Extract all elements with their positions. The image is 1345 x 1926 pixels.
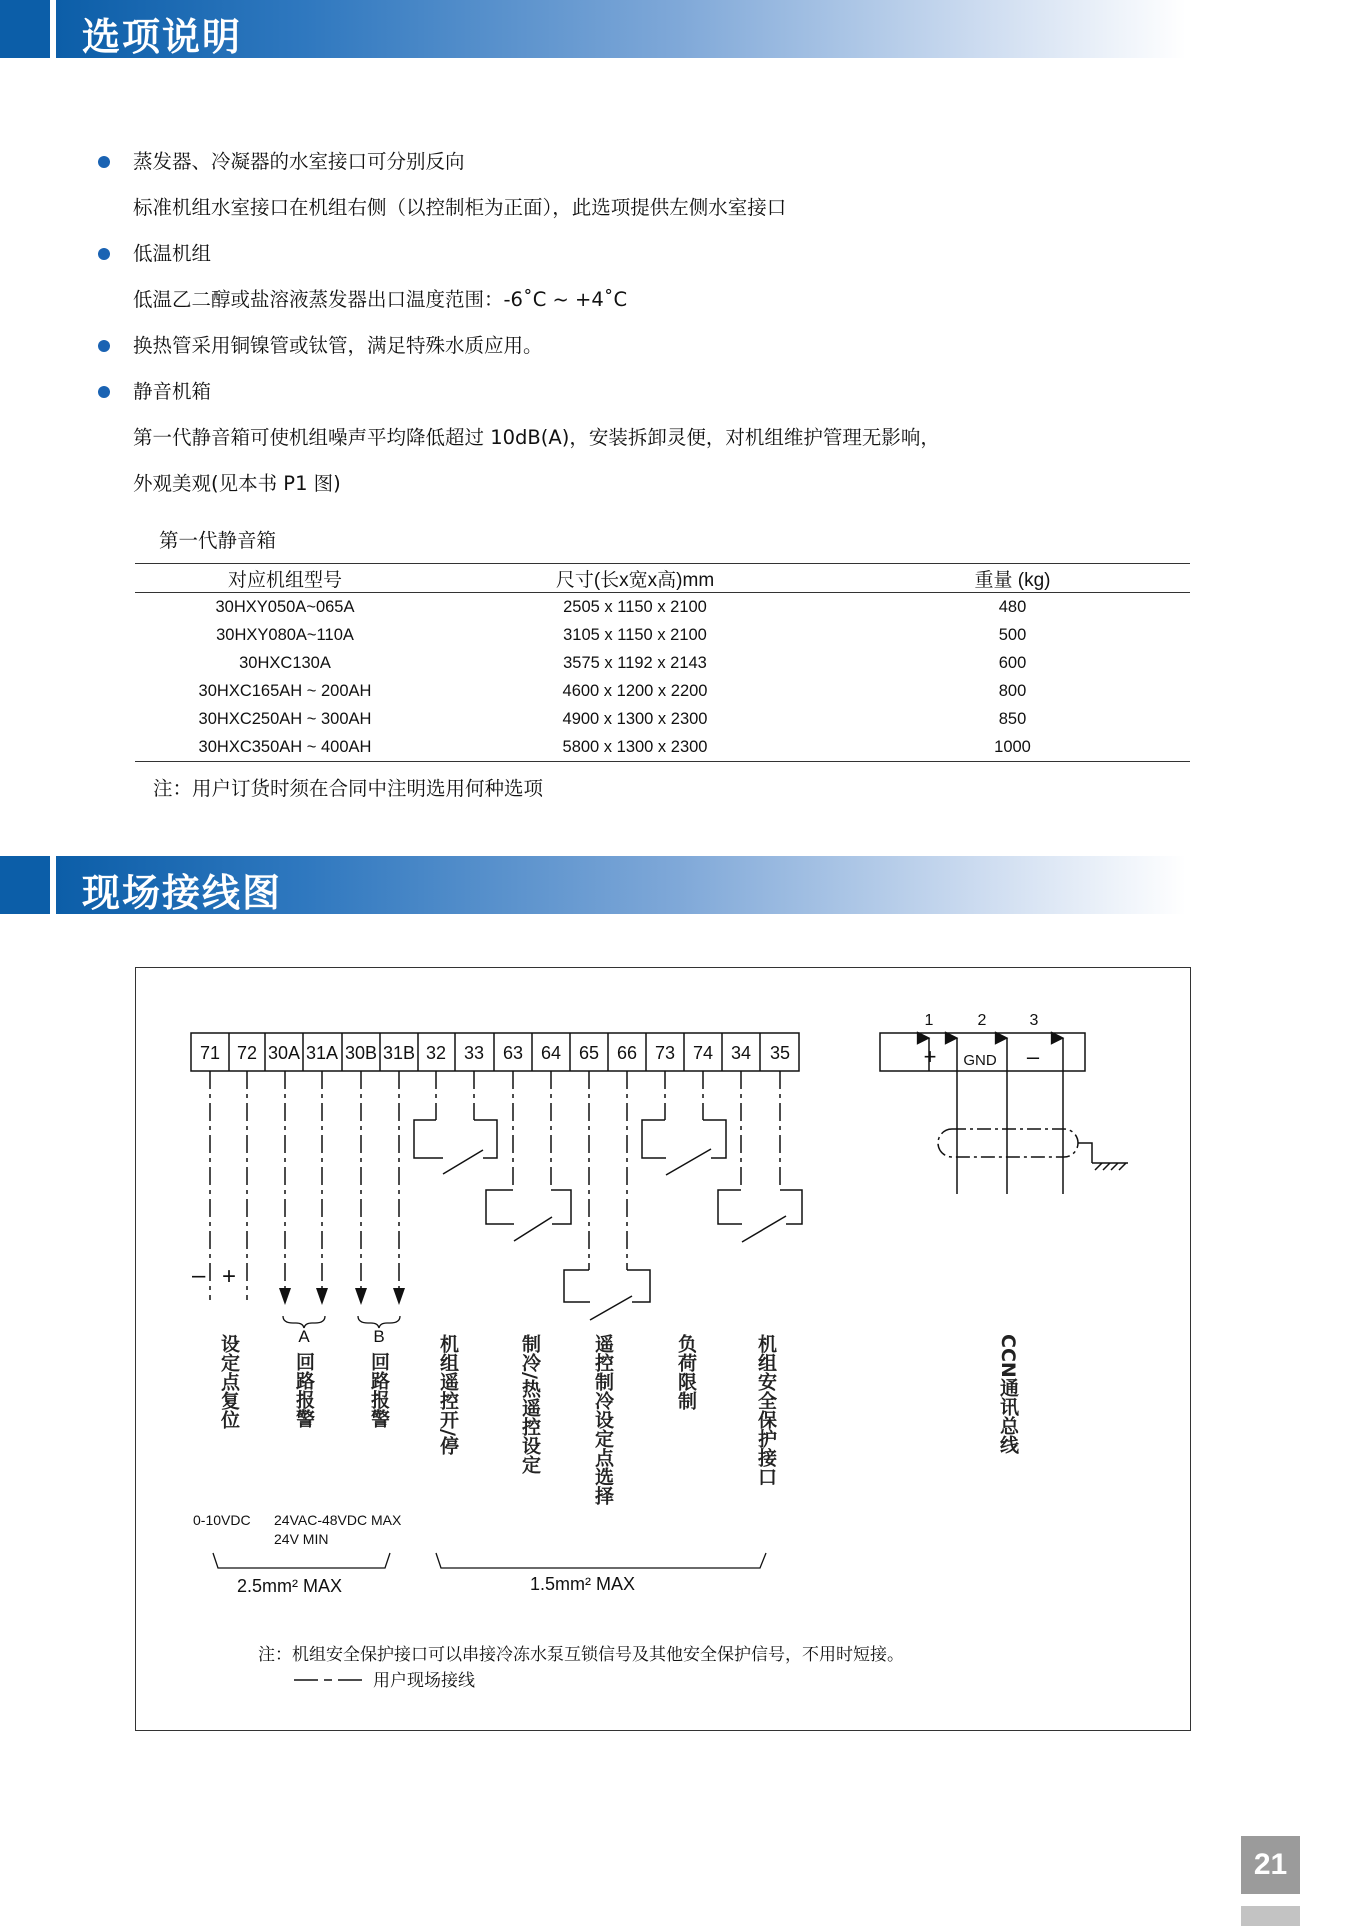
option-title: 静音机箱 bbox=[133, 380, 212, 403]
option-desc: 标准机组水室接口在机组右侧（以控制柜为正面），此选项提供左侧水室接口 bbox=[133, 196, 787, 219]
terminal-label: 72 bbox=[236, 1043, 258, 1063]
bullet-icon bbox=[98, 156, 110, 168]
table-row bbox=[135, 621, 1190, 649]
label-cool-heat: 制冷/热遥控设定 bbox=[519, 1334, 541, 1474]
label-safety-interface: 机组安全保护接口 bbox=[755, 1334, 777, 1486]
terminal-label: 71 bbox=[199, 1043, 221, 1063]
terminal-label: 73 bbox=[654, 1043, 676, 1063]
table-cell: 30HXC130A bbox=[239, 653, 331, 672]
terminal-label: 64 bbox=[540, 1043, 562, 1063]
ccn-plus: + bbox=[923, 1044, 937, 1069]
table-cell: 1000 bbox=[835, 733, 1190, 762]
silent-box-table bbox=[135, 563, 1190, 762]
table-header-row bbox=[135, 564, 1190, 593]
section-title: 现场接线图 bbox=[82, 871, 283, 915]
ccn-number: 1 bbox=[924, 1012, 934, 1029]
minus-sign: – bbox=[192, 1262, 206, 1289]
label-setpoint-reset: 设定点复位 bbox=[218, 1334, 240, 1429]
table-cell: 3105 x 1150 x 2100 bbox=[563, 625, 707, 644]
table-cell: 30HXC165AH ~ 200AH bbox=[198, 681, 372, 700]
option-title: 低温机组 bbox=[133, 242, 212, 265]
label-ccn-bus: CCN通讯总线 bbox=[997, 1334, 1019, 1454]
loop-a-letter: A bbox=[298, 1327, 310, 1346]
diagram-note: 注：机组安全保护接口可以串接冷冻水泵互锁信号及其他安全保护信号，不用时短接。 bbox=[258, 1645, 904, 1665]
table-row bbox=[135, 705, 1190, 733]
terminal-label: 31A bbox=[305, 1043, 339, 1063]
legend-label: 用户现场接线 bbox=[373, 1671, 475, 1691]
header-block bbox=[0, 856, 50, 914]
table-header-cell: 对应机组型号 bbox=[135, 564, 435, 593]
table-cell: 4600 x 1200 x 2200 bbox=[562, 681, 708, 700]
page-number: 21 bbox=[1241, 1836, 1300, 1894]
wire-size-right: 1.5mm² MAX bbox=[530, 1574, 636, 1594]
section-header-options bbox=[0, 0, 1345, 58]
table-header-cell: 重量 (kg) bbox=[835, 564, 1190, 593]
table-cell: 3575 x 1192 x 2143 bbox=[563, 653, 707, 672]
table-cell: 30HXY080A~110A bbox=[216, 625, 354, 644]
section-title: 选项说明 bbox=[82, 15, 243, 59]
table-cell: 30HXC350AH ~ 400AH bbox=[135, 733, 435, 762]
table-row bbox=[135, 593, 1190, 622]
volt-mid1: 24VAC-48VDC MAX bbox=[274, 1512, 402, 1528]
option-title: 蒸发器、冷凝器的水室接口可分别反向 bbox=[133, 150, 465, 173]
table-note: 注：用户订货时须在合同中注明选用何种选项 bbox=[153, 777, 544, 800]
table-cell: 30HXY050A~065A bbox=[215, 597, 355, 616]
table-header-cell: 尺寸(长x宽x高)mm bbox=[435, 564, 835, 593]
option-desc: 低温乙二醇或盐溶液蒸发器出口温度范围：-6˚C ~ +4˚C bbox=[133, 288, 628, 311]
terminal-label: 30B bbox=[344, 1043, 378, 1063]
table-cell: 850 bbox=[998, 709, 1027, 728]
label-loop-b-alarm: 回路报警 bbox=[368, 1352, 390, 1428]
header-block bbox=[0, 0, 50, 58]
table-cell: 480 bbox=[998, 597, 1027, 616]
table-caption: 第一代静音箱 bbox=[159, 529, 277, 552]
table-cell: 2505 x 1150 x 2100 bbox=[563, 597, 707, 616]
terminal-label: 34 bbox=[730, 1043, 752, 1063]
option-desc: 外观美观(见本书 P1 图) bbox=[133, 472, 341, 495]
bullet-icon bbox=[98, 340, 110, 352]
terminal-label: 33 bbox=[463, 1043, 485, 1063]
terminal-label: 35 bbox=[769, 1043, 791, 1063]
wire-size-left: 2.5mm² MAX bbox=[237, 1576, 343, 1596]
table-cell: 600 bbox=[998, 653, 1027, 672]
volt-left: 0-10VDC bbox=[193, 1512, 251, 1528]
ccn-minus: – bbox=[1026, 1044, 1040, 1069]
plus-sign: + bbox=[222, 1263, 237, 1290]
table-row bbox=[135, 677, 1190, 705]
terminal-label: 66 bbox=[616, 1043, 638, 1063]
wiring-diagram-frame bbox=[135, 967, 1191, 1731]
terminal-label: 74 bbox=[692, 1043, 714, 1063]
bullet-icon bbox=[98, 386, 110, 398]
table-cell: 5800 x 1300 x 2300 bbox=[435, 733, 835, 762]
terminal-label: 31B bbox=[382, 1043, 416, 1063]
loop-b-letter: B bbox=[373, 1327, 385, 1346]
table-row bbox=[135, 649, 1190, 677]
terminal-label: 32 bbox=[425, 1043, 447, 1063]
ccn-number: 3 bbox=[1029, 1012, 1039, 1029]
label-setpoint-select: 遥控制冷设定点选择 bbox=[592, 1334, 614, 1505]
table-cell: 4900 x 1300 x 2300 bbox=[562, 709, 708, 728]
label-demand-limit: 负荷限制 bbox=[675, 1334, 697, 1410]
terminal-label: 65 bbox=[578, 1043, 600, 1063]
table-cell: 500 bbox=[998, 625, 1027, 644]
table-cell: 800 bbox=[998, 681, 1027, 700]
option-title: 换热管采用铜镍管或钛管，满足特殊水质应用。 bbox=[133, 334, 543, 357]
option-desc: 第一代静音箱可使机组噪声平均降低超过 10dB(A)，安装拆卸灵便，对机组维护管理无影响， bbox=[133, 426, 940, 449]
ccn-gnd: GND bbox=[963, 1052, 997, 1069]
terminal-label: 30A bbox=[267, 1043, 301, 1063]
table-row bbox=[135, 733, 1190, 762]
label-remote-onoff: 机组遥控开/停 bbox=[437, 1334, 459, 1455]
terminal-label: 63 bbox=[502, 1043, 524, 1063]
bullet-icon bbox=[98, 248, 110, 260]
ccn-number: 2 bbox=[977, 1012, 987, 1029]
label-loop-a-alarm: 回路报警 bbox=[293, 1352, 315, 1428]
section-header-wiring bbox=[0, 856, 1345, 914]
volt-mid2: 24V MIN bbox=[274, 1531, 329, 1547]
page-tab bbox=[1241, 1906, 1300, 1926]
table-cell: 30HXC250AH ~ 300AH bbox=[198, 709, 372, 728]
